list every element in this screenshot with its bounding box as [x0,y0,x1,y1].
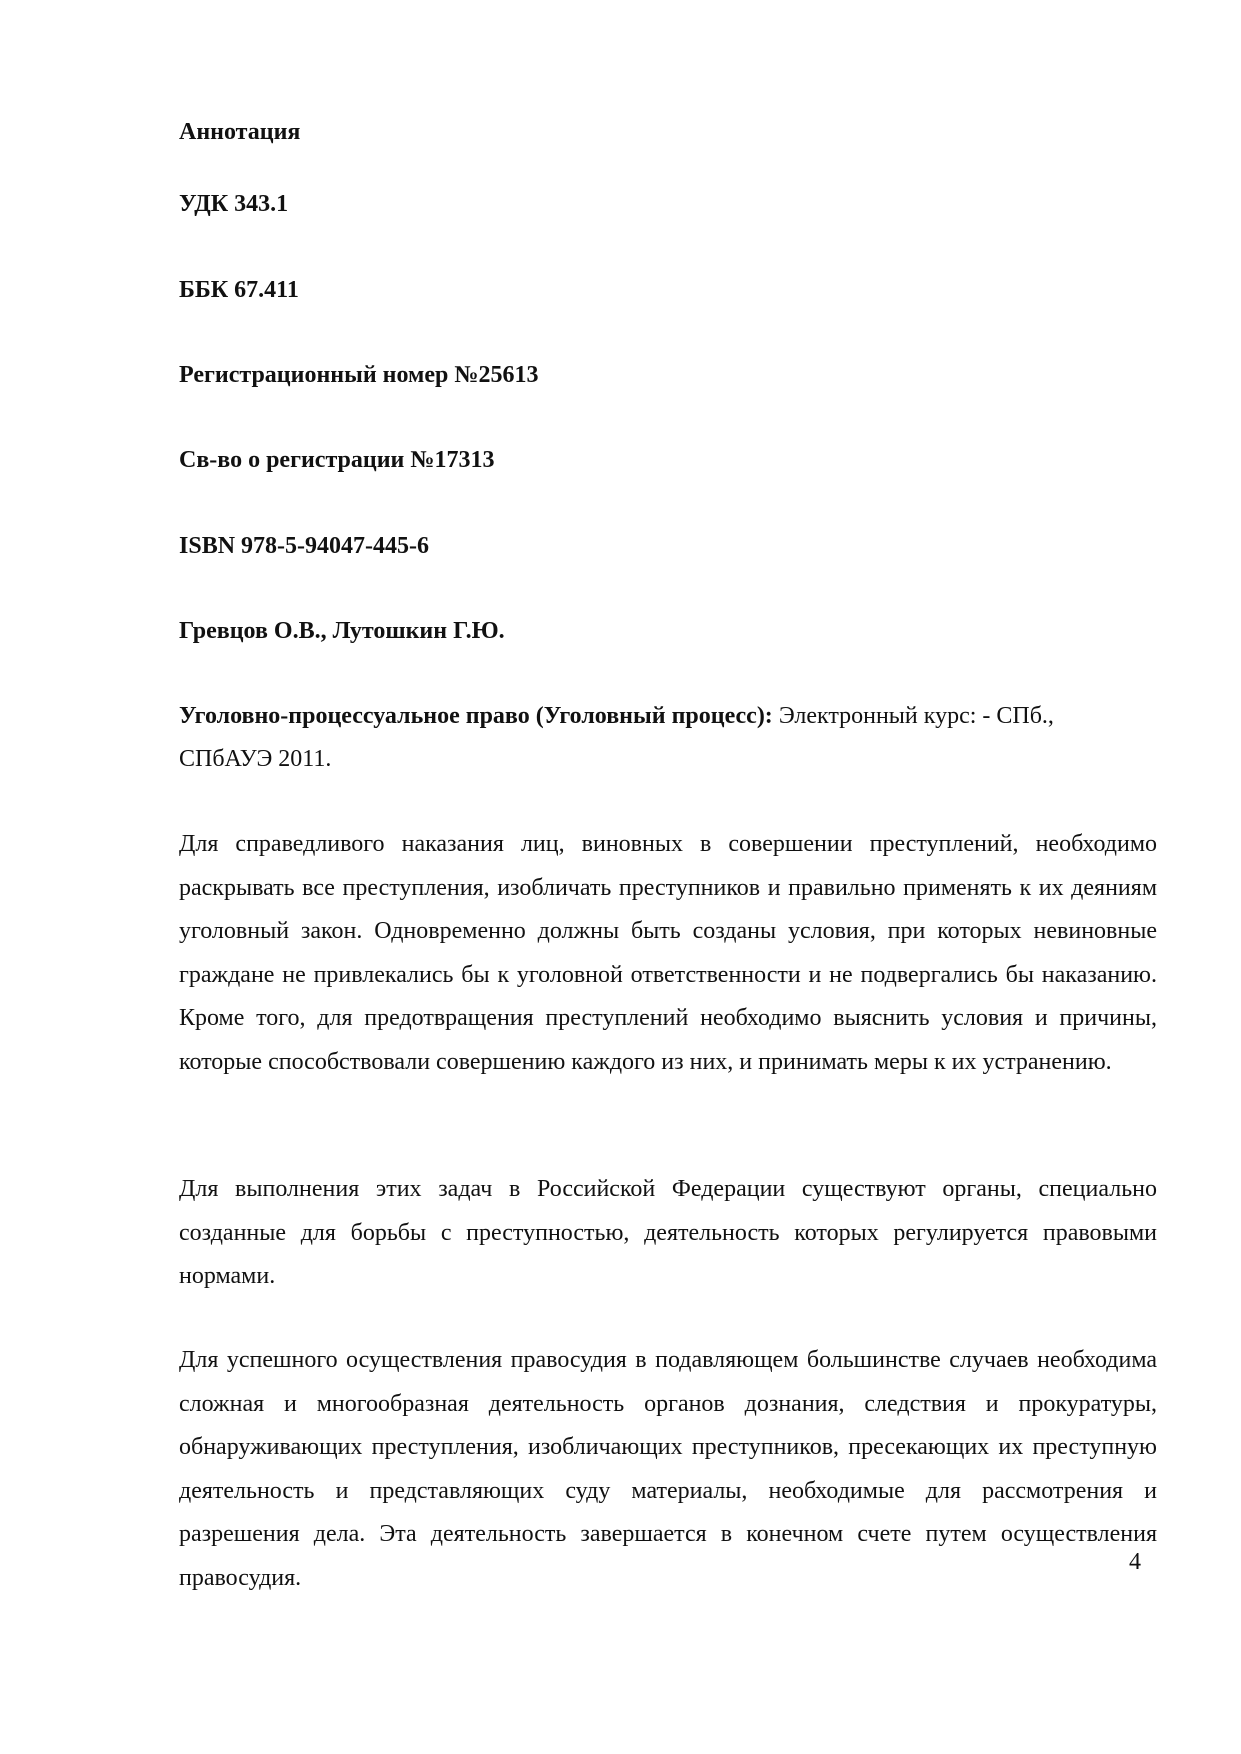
bbk-code: ББК 67.411 [179,277,299,303]
citation-title: Уголовно-процессуальное право (Уголовный процесс): [179,703,773,729]
isbn: ISBN 978-5-94047-445-6 [179,533,429,559]
udk-code: УДК 343.1 [179,191,289,217]
citation-line-1 [179,701,1054,731]
citation-rest-line-1: Электронный курс: - СПб., [772,703,1054,729]
body-paragraph-2: Для выполнения этих задач в Российской Федерации существуют органы, специально созданные для борьбы с преступностью, деятельность которых регулируется правовыми нормами. [179,1176,1157,1289]
authors: Гревцов О.В., Лутошкин Г.Ю. [179,618,505,644]
body-paragraph-3: Для успешного осуществления правосудия в подавляющем большинстве случаев необходима сложная и многообразная деятельность органов дознания, следствия и прокуратуры, обнаруживающих преступления, изобличающих преступников, пресекающих их преступную деятельность и представляющих суду материалы, необходимые для рассмотрения и разрешения дела. Эта деятельность завершается в конечном счете путем осуществления правосудия. [179,1347,1157,1591]
registration-number: Регистрационный номер №25613 [179,362,539,388]
registration-certificate: Св-во о регистрации №17313 [179,447,495,473]
page-number: 4 [1129,1549,1141,1575]
annotation-heading: Аннотация [179,119,301,145]
citation-line-2: СПбАУЭ 2011. [179,746,332,772]
body-paragraph-1: Для справедливого наказания лиц, виновных в совершении преступлений, необходимо раскрывать все преступления, изобличать преступников и правильно применять к их деяниям уголовный закон. Одновременно должны быть созданы условия, при которых невиновные граждане не привлекались бы к уголовной ответственности и не подвергались бы наказанию. Кроме того, для предотвращения преступлений необходимо выяснить условия и причины, которые способствовали совершению каждого из них, и принимать меры к их устранению. [179,831,1157,1075]
